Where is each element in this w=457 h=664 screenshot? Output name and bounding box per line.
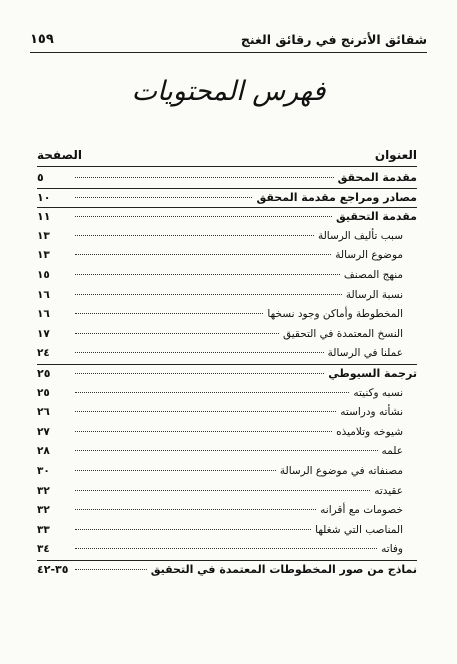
toc-entry-title: المخطوطة وأماكن وجود نسخها: [267, 308, 403, 321]
toc-entry-title: شيوخه وتلاميذه: [336, 425, 403, 438]
toc-entry-page: ١١: [37, 210, 51, 224]
toc-entry-page: ١٣: [37, 229, 50, 242]
toc-entry: [37, 325, 417, 345]
column-title-label: العنوان: [374, 148, 417, 162]
toc-column-header: [37, 146, 417, 167]
dot-leader: [75, 568, 147, 570]
toc-entry-title: علمه: [381, 445, 403, 458]
dot-leader: [75, 469, 276, 471]
dot-leader: [75, 430, 332, 432]
toc-entry-title: مقدمة التحقيق: [335, 210, 417, 224]
dot-leader: [75, 176, 334, 178]
toc-entry: [37, 540, 417, 560]
toc-entry-page: ٣٤: [37, 543, 50, 556]
toc-entry: [37, 188, 417, 208]
toc-entry-title: عقيدته: [374, 484, 403, 497]
toc-entry: [37, 403, 417, 423]
toc-entry-page: ٣٢: [37, 484, 50, 497]
toc-entry: [37, 384, 417, 404]
toc-entry-title: نماذج من صور المخطوطات المعتمدة في التحقيق: [150, 562, 417, 576]
toc-entry: [37, 266, 417, 286]
toc-entry: [37, 207, 417, 227]
section-divider: [37, 560, 417, 561]
toc-entry: [37, 246, 417, 266]
dot-leader: [75, 332, 279, 334]
toc-entry-title: منهج المصنف: [343, 268, 403, 281]
toc-entry-page: ١٦: [37, 308, 50, 321]
toc-entry-page: ٢٥: [37, 386, 50, 399]
dot-leader: [75, 253, 331, 255]
page-title: فهرس المحتويات: [131, 76, 326, 107]
toc-entry-title: سبب تأليف الرسالة: [317, 229, 403, 242]
toc-entry-page: ٣٠: [37, 464, 50, 477]
toc-entry-page: ٢٤: [37, 347, 50, 360]
toc-entry-title: مقدمة المحقق: [337, 171, 417, 184]
dot-leader: [75, 508, 316, 510]
toc-entry: [37, 168, 417, 188]
page-number: ١٥٩: [30, 32, 54, 47]
toc-entry-page: ٣٢: [37, 504, 50, 517]
dot-leader: [75, 293, 342, 295]
toc-entry-page: ١٦: [37, 288, 50, 301]
dot-leader: [75, 391, 349, 393]
dot-leader: [75, 547, 377, 549]
toc-entry-page: ٣٥-٤٢: [37, 562, 69, 576]
toc-entry: [37, 501, 417, 521]
toc-entry-page: ١٥: [37, 268, 50, 281]
dot-leader: [75, 234, 314, 236]
dot-leader: [75, 215, 332, 217]
toc-entry: [37, 462, 417, 482]
dot-leader: [75, 351, 324, 353]
toc-entry-page: ٢٧: [37, 425, 50, 438]
toc-entry-page: ٥: [37, 171, 44, 184]
toc-entry: [37, 560, 417, 580]
toc-entry: [37, 227, 417, 247]
toc-entry: [37, 521, 417, 541]
toc-entry: [37, 482, 417, 502]
toc-entry: [37, 305, 417, 325]
toc-entry-page: ٢٨: [37, 445, 50, 458]
toc-entry-title: النسخ المعتمدة في التحقيق: [282, 327, 403, 340]
column-page-label: الصفحة: [37, 148, 83, 162]
toc-entry: [37, 423, 417, 443]
dot-leader: [75, 196, 252, 198]
section-divider: [37, 364, 417, 365]
toc-entry-title: وفاته: [381, 543, 403, 556]
dot-leader: [75, 449, 378, 451]
toc-entry: [37, 286, 417, 306]
dot-leader: [75, 312, 263, 314]
dot-leader: [75, 273, 340, 275]
toc-entry: [37, 344, 417, 364]
section-divider: [37, 207, 417, 208]
toc-entry-page: ٢٥: [37, 366, 51, 380]
toc-entry: [37, 442, 417, 462]
toc-entry-page: ٢٦: [37, 406, 50, 419]
toc-entry-title: نسبة الرسالة: [345, 288, 403, 301]
toc-entry-title: خصومات مع أقرانه: [320, 504, 403, 517]
toc-entry-page: ١٧: [37, 327, 50, 340]
toc-entry-title: المناصب التي شغلها: [315, 523, 403, 536]
toc-entry-page: ١٠: [37, 190, 51, 204]
dot-leader: [75, 489, 370, 491]
running-title: شقائق الأترنج في رقائق الغنج: [240, 32, 427, 47]
toc-entry: [37, 364, 417, 384]
table-of-contents: [37, 168, 417, 579]
toc-entry-title: مصنفاته في موضوع الرسالة: [279, 464, 403, 477]
toc-entry-page: ٣٣: [37, 523, 50, 536]
toc-entry-title: ترجمة السيوطي: [328, 366, 417, 380]
toc-entry-title: نشأته ودراسته: [340, 406, 403, 419]
toc-entry-title: موضوع الرسالة: [335, 249, 403, 262]
running-header: [30, 30, 427, 53]
toc-entry-title: مصادر ومراجع مقدمة المحقق: [256, 190, 417, 204]
dot-leader: [75, 410, 336, 412]
toc-entry-page: ١٣: [37, 249, 50, 262]
toc-entry-title: نسبه وكنيته: [353, 386, 403, 399]
section-divider: [37, 188, 417, 189]
dot-leader: [75, 528, 311, 530]
toc-entry-title: عملنا في الرسالة: [327, 347, 403, 360]
dot-leader: [75, 372, 324, 374]
